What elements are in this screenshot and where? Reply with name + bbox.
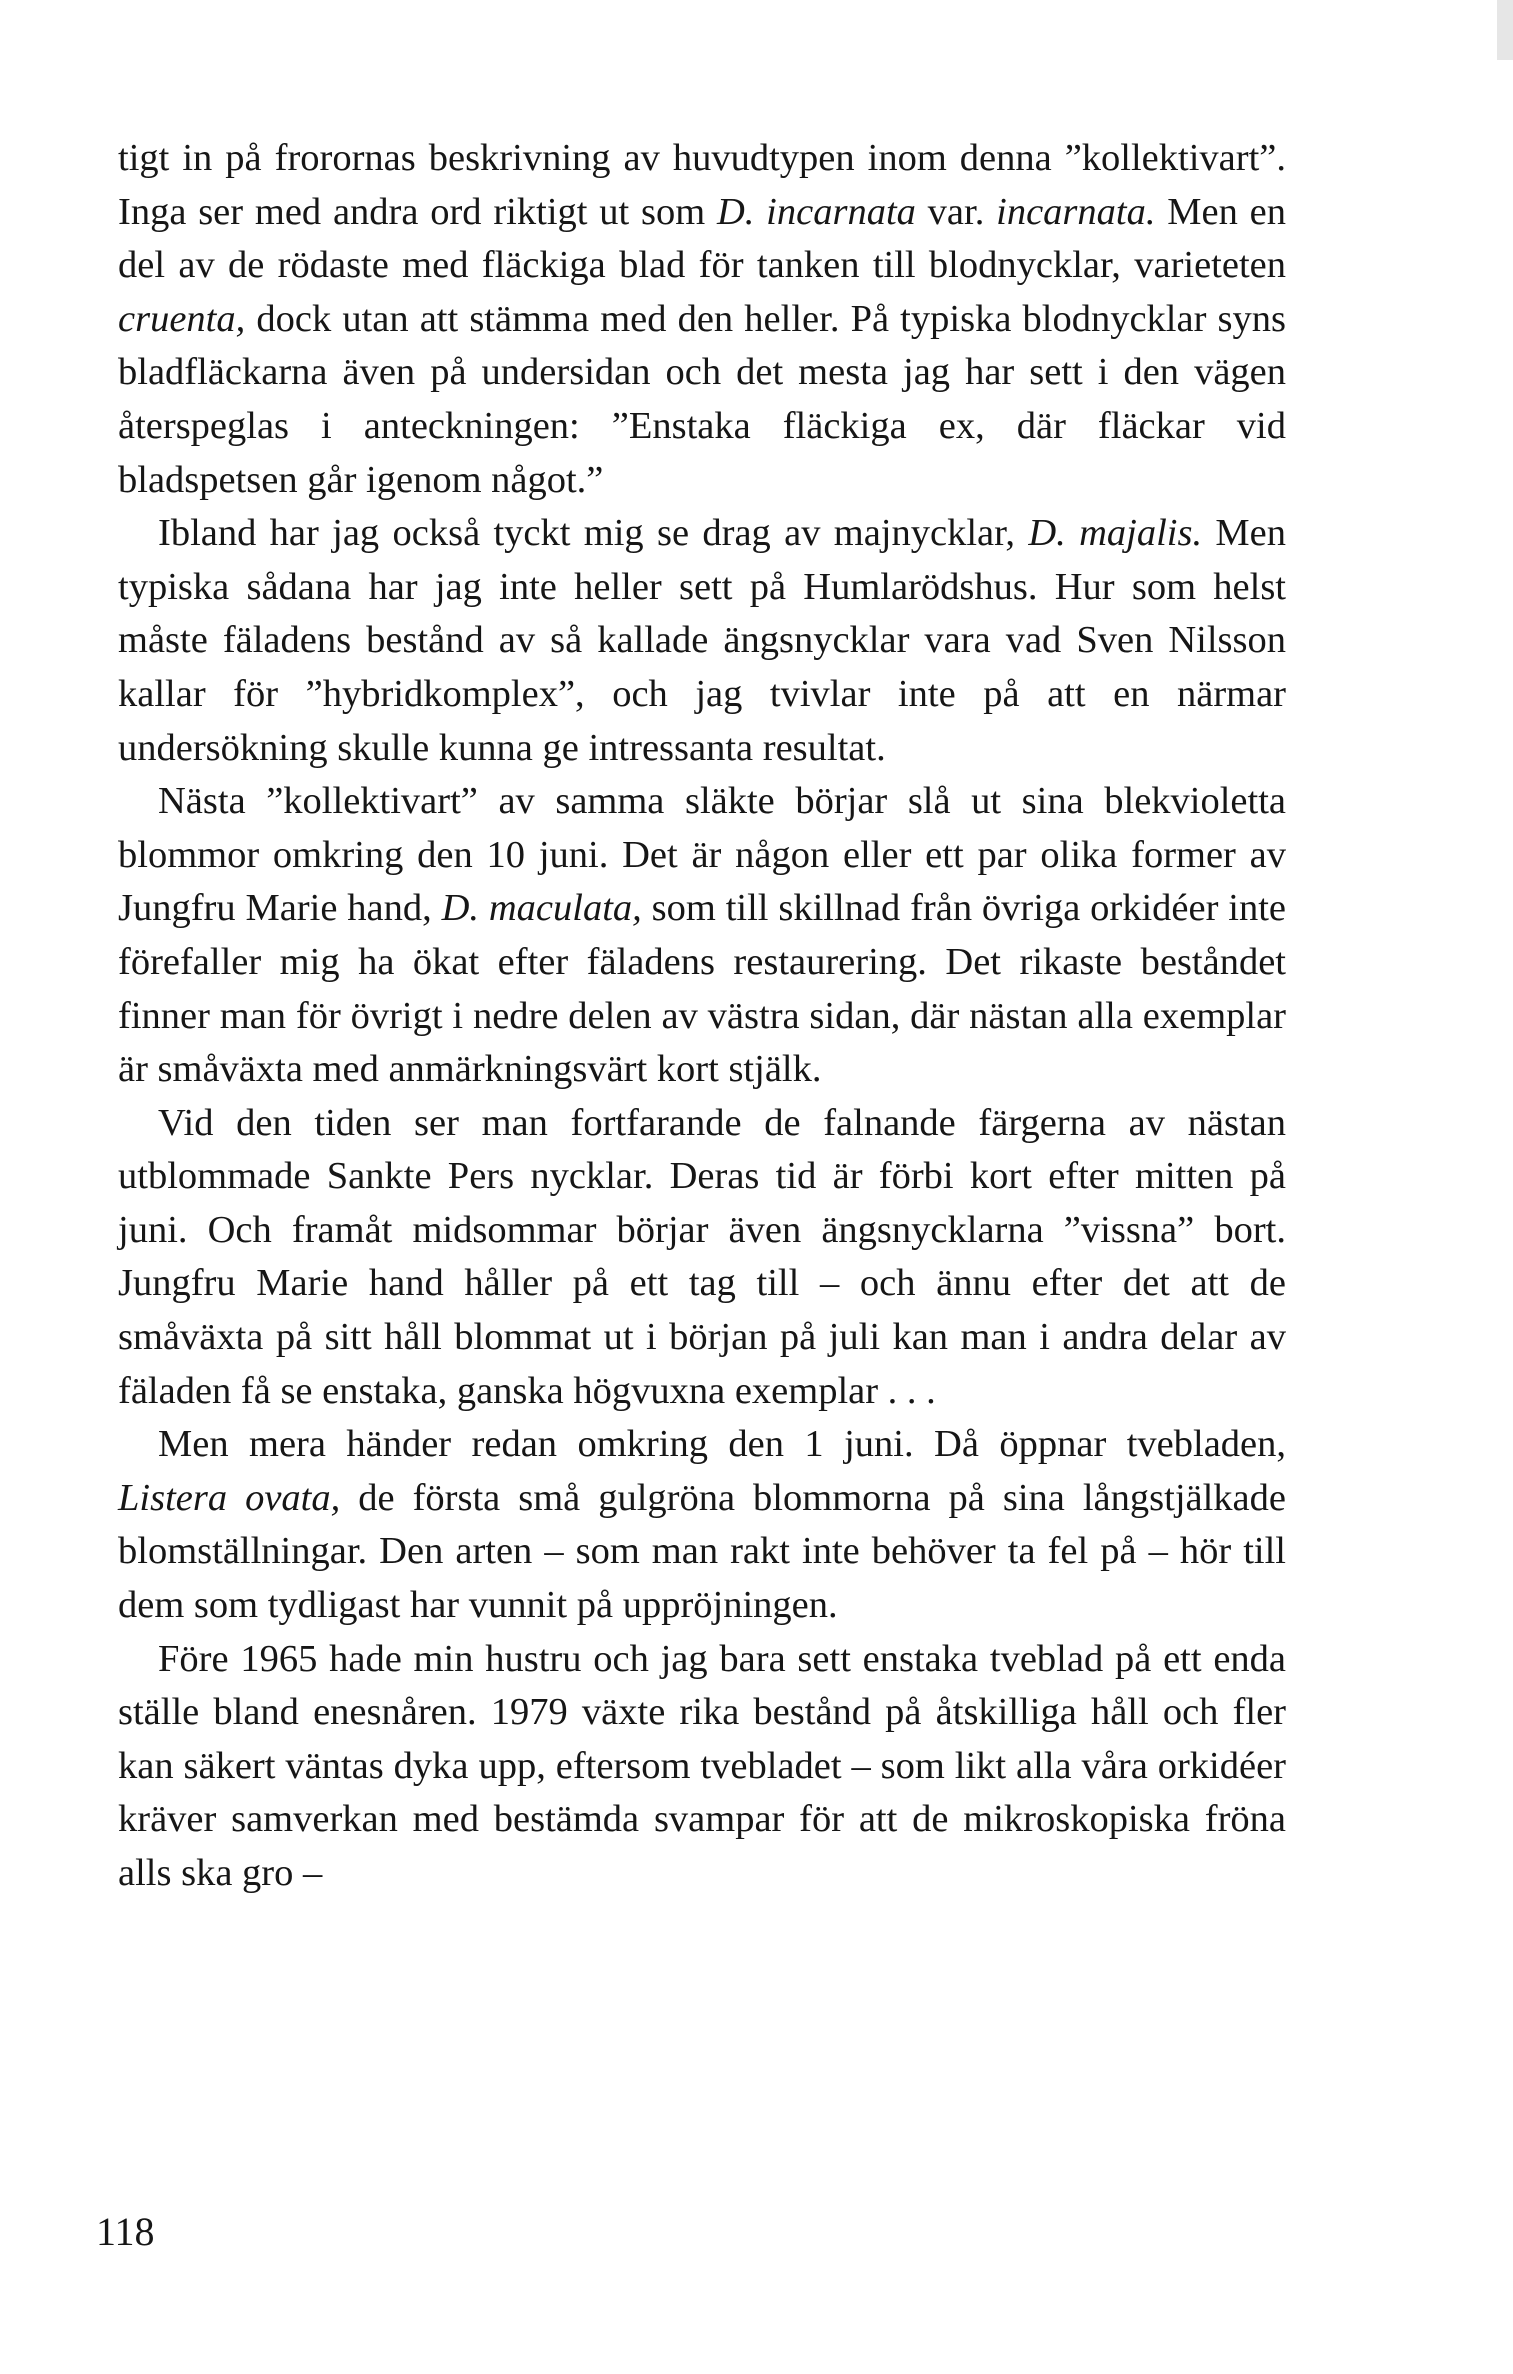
species-name: cruenta, [118,297,246,340]
species-name: D. majalis. [1028,512,1203,555]
paragraph-3 [118,775,1286,1097]
text-segment: som till skillnad från övriga orkidéer inte förefaller mig ha ökat efter fäladens restaurering. Det rikaste beståndet finner man för övrigt i nedre delen av västra sidan, där nästan alla exemplar är småväxta med anmärkningsvärt kort stjälk. [118,887,1286,1091]
paragraph-2 [118,507,1286,775]
text-segment: Men mera händer redan omkring den 1 juni. Då öppnar tvebladen, [158,1423,1286,1466]
text-segment: Före 1965 hade min hustru och jag bara sett enstaka tveblad på ett enda ställe bland enesnåren. 1979 växte rika bestånd på åtskilliga håll och fler kan säkert väntas dyka upp, eftersom tvebladet – som likt alla våra orkidéer kräver samverkan med bestämda svampar för att de mikroskopiska fröna alls ska gro – [118,1637,1286,1894]
body-text [118,132,1286,1901]
species-name: incarnata. [996,190,1156,233]
text-segment: Men en del av de rödaste med fläckiga blad för tanken till blodnycklar, varieteten [118,190,1286,287]
text-segment: var. [915,190,997,233]
species-name: D. maculata, [441,887,642,930]
text-segment: dock utan att stämma med den heller. På typiska blodnycklar syns bladfläckarna även på undersidan och det mesta jag har sett i den vägen återspeglas i anteckningen: ”Enstaka fläckiga ex, där fläckar vid bladspetsen går igenom något.” [118,297,1286,501]
species-name: Listera ovata, [118,1476,341,1519]
text-segment: Ibland har jag också tyckt mig se drag av majnycklar, [158,512,1029,555]
paragraph-6 [118,1633,1286,1901]
text-segment: tigt in på frorornas beskrivning av huvudtypen inom denna ”kollektivart”. Inga ser med andra ord riktigt ut som [118,137,1286,233]
text-segment: Vid den tiden ser man fortfarande de falnande färgerna av nästan utblommade Sankte Pers nycklar. Deras tid är förbi kort efter mitten på juni. Och framåt midsommar börjar även ängsnycklarna ”vissna” bort. Jungfru Marie hand håller på ett tag till – och ännu efter det att de småväxta på sitt håll blommat ut i början på juli kan man i andra delar av fäladen få se enstaka, ganska högvuxna exemplar . . . [118,1101,1286,1412]
species-name: D. incarnata [716,190,916,233]
page-edge-shadow [1497,0,1513,60]
text-segment: de första små gulgröna blommorna på sina långstjälkade blomställningar. Den arten – som man rakt inte behöver ta fel på – hör till dem som tydligast har vunnit på uppröjningen. [118,1476,1286,1627]
text-segment: Men typiska sådana har jag inte heller sett på Humlarödshus. Hur som helst måste fäladens bestånd av så kallade ängsnycklar vara vad Sven Nilsson kallar för ”hybridkomplex”, och jag tvivlar inte på att en närmar undersökning skulle kunna ge intressanta resultat. [118,512,1286,769]
page-number: 118 [96,2209,155,2254]
paragraph-1 [118,132,1286,507]
text-segment: Nästa ”kollektivart” av samma släkte börjar slå ut sina blekvioletta blommor omkring den 10 juni. Det är någon eller ett par olika former av Jungfru Marie hand, [118,780,1286,930]
paragraph-5 [118,1418,1286,1632]
paragraph-4 [118,1097,1286,1419]
